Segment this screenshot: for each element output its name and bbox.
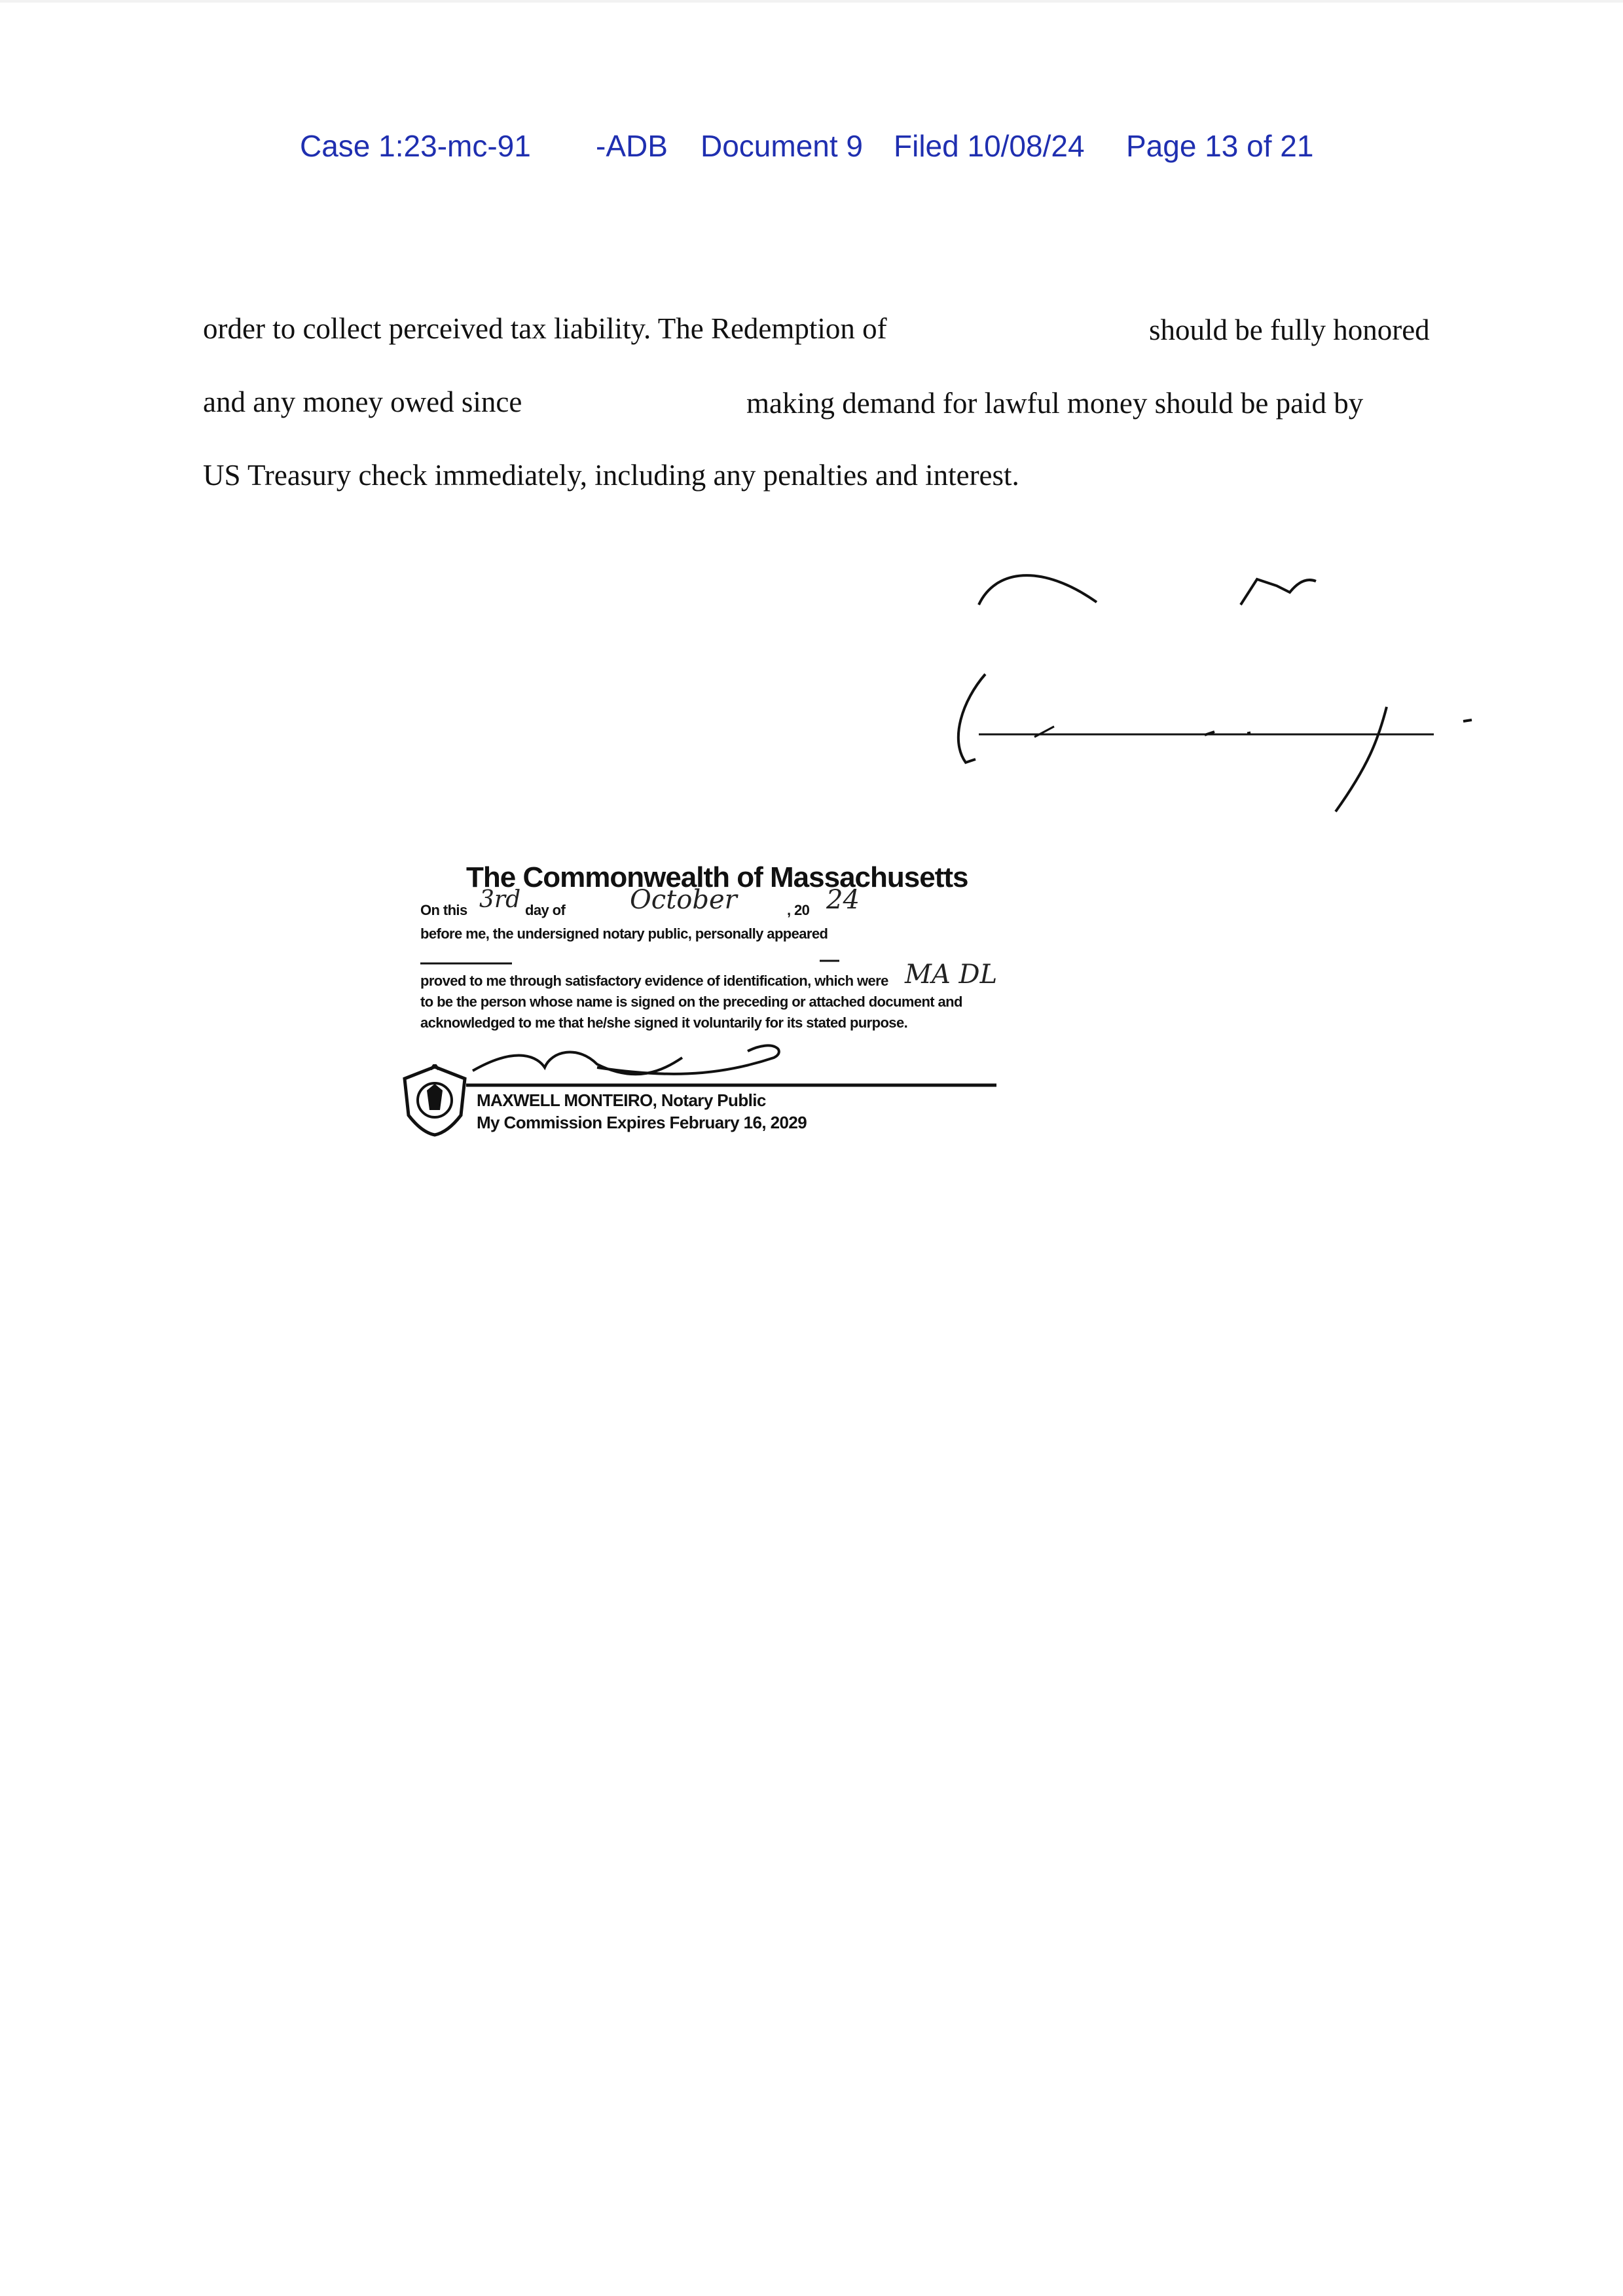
handwritten-signature [917, 550, 1493, 825]
judge-initials: -ADB [596, 129, 668, 163]
body-text-line-1b: should be fully honored [1149, 314, 1430, 346]
filed-date: Filed 10/08/24 [894, 129, 1085, 163]
body-text-line-3: US Treasury check immediately, including any penalties and interest. [203, 459, 1019, 492]
notary-month-value: October [630, 885, 737, 915]
massachusetts-seal-icon [401, 1064, 469, 1138]
notary-day-value: 3rd [479, 886, 521, 913]
notary-id-value: MA DL [905, 960, 998, 990]
notary-proved: proved to me through satisfactory evidence of identification, which were [420, 973, 888, 989]
page-number: Page 13 of 21 [1126, 129, 1314, 163]
notary-name: MAXWELL MONTEIRO, Notary Public [477, 1090, 766, 1110]
notary-on-this: On this [420, 902, 467, 918]
notary-stamp [401, 861, 1055, 1143]
body-text-line-2a: and any money owed since [203, 386, 522, 418]
notary-year-prefix: , 20 [787, 902, 810, 918]
case-header [0, 128, 1623, 168]
notary-stamp-title: The Commonwealth of Massachusetts [466, 861, 968, 893]
body-text-line-2b: making demand for lawful money should be paid by [746, 387, 1364, 420]
document-number: Document 9 [701, 129, 864, 163]
notary-before-me: before me, the undersigned notary public, personally appeared [420, 925, 828, 942]
notary-acknowledged: acknowledged to me that he/she signed it voluntarily for its stated purpose. [420, 1014, 908, 1031]
notary-year-value: 24 [826, 885, 860, 915]
notary-day-of: day of [525, 902, 566, 918]
scan-artifact [0, 0, 1623, 3]
notary-commission: My Commission Expires February 16, 2029 [477, 1113, 807, 1132]
case-number: Case 1:23-mc-91 [300, 129, 531, 163]
body-text-line-1a: order to collect perceived tax liability. The Redemption of [203, 312, 887, 345]
notary-person-line: to be the person whose name is signed on the preceding or attached document and [420, 994, 962, 1010]
notary-signature [466, 1031, 1016, 1097]
